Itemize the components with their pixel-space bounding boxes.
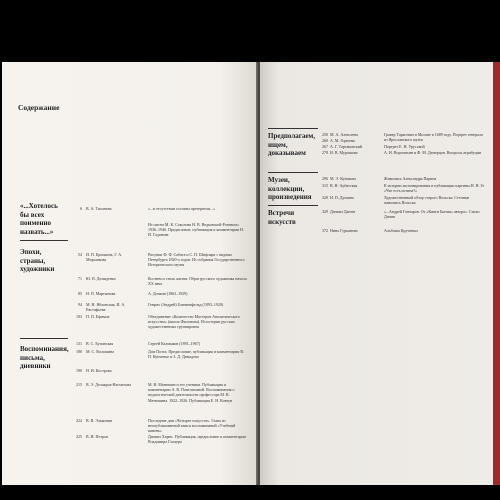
entry-author: В. А. Тиханова bbox=[86, 206, 112, 211]
entry-author: П. П. Ефимов bbox=[86, 314, 110, 319]
entry-title: Альбомы Крученых bbox=[384, 228, 419, 233]
entry-title: Из писем М. К. Соколова Н. В. Ведковской-Розенпоп. 1936–1946. Предисловие, публикация и комментарии Н. И. Гаданова bbox=[148, 222, 244, 238]
entry-title: Живопись Александра Парина bbox=[384, 176, 437, 181]
entry-title: К истории экспонирования и публикации картины Н. Н. Ге «Что есть истина?» bbox=[384, 183, 485, 194]
entry-page-number: 278 bbox=[322, 150, 328, 155]
entry-author: М. Н. Яблонская, И. А. Евстафьева bbox=[86, 302, 126, 313]
entry-author: Н. П. Душина bbox=[330, 195, 354, 200]
entry-page-number: 260 bbox=[322, 138, 328, 143]
entry-title: Даниил Хармс. Публикация, предисловие и комментарии Владимира Глоцера bbox=[148, 434, 246, 445]
entry-page-number: 85 bbox=[78, 291, 82, 296]
section-divider bbox=[268, 205, 318, 206]
entry-author: А. М. Горюнко bbox=[330, 138, 356, 143]
entry-author: Н. И. Кострова bbox=[86, 368, 112, 373]
entry-page-number: 320 bbox=[322, 195, 328, 200]
entry-page-number: 71 bbox=[78, 276, 82, 281]
entry-page-number: 94 bbox=[78, 302, 82, 307]
entry-title: «...в отсутствии составы претерпели...» bbox=[148, 206, 216, 211]
entry-page-number: 296 bbox=[322, 176, 328, 181]
entry-page-number: 225 bbox=[76, 434, 82, 439]
entry-title: Дом Поэта. Предисловие, публикация и комментарии В. П. Купченко и З. Д. Давыдова bbox=[148, 349, 245, 360]
open-book bbox=[0, 62, 500, 485]
entry-title: Костюм и стиль жизни. Образ русского художника начала XX века bbox=[148, 276, 247, 287]
entry-title: М. В. Матюшин и его ученики. Публикация и комментарии А. В. Повелихиной. Воспоминания о педагогической деятельности профессора М. В. Матюшина. 1922–1926. Публикация Е. Н. Ковтун bbox=[148, 382, 235, 403]
entry-page-number: 54 bbox=[78, 252, 82, 257]
entry-author: В. Н. Арбатская bbox=[330, 183, 358, 188]
entry-author: Даниил Данин bbox=[330, 209, 355, 214]
entry-author: М. А. Алексеева bbox=[330, 132, 358, 137]
section-heading: Встречи искусств bbox=[268, 209, 296, 226]
entry-page-number: 372 bbox=[322, 228, 328, 233]
entry-page-number: 190 bbox=[76, 368, 82, 373]
entry-author: Н. П. Мартынова bbox=[86, 291, 116, 296]
entry-author: Ю. В. Демиденко bbox=[86, 276, 116, 281]
section-heading: Музеи, коллекции, произведения bbox=[268, 176, 312, 201]
entry-page-number: 6 bbox=[80, 206, 82, 211]
entry-title: Последние дни «Четырех искусств». Глава из неопубликованной книги воспоминаний «Учебный камень» bbox=[148, 418, 236, 434]
entry-page-number: 267 bbox=[322, 144, 328, 149]
right-page bbox=[260, 62, 498, 485]
section-divider bbox=[268, 128, 318, 129]
entry-page-number: 250 bbox=[322, 132, 328, 137]
entry-author: Нина Гурьянова bbox=[330, 228, 358, 233]
entry-author: М. С. Волошина bbox=[86, 349, 114, 354]
entry-title: Генрих (Андрей) Блюменфельд (1893–1920) bbox=[148, 302, 224, 307]
section-heading: Воспоминания, письма, дневники bbox=[20, 345, 69, 370]
entry-page-number: 329 bbox=[322, 209, 328, 214]
entry-author: И. В. Мурашова bbox=[330, 150, 358, 155]
entry-title: А. Н. Воронихин и Ф. М. Демерцов. Вопросы атрибуции bbox=[384, 150, 482, 155]
section-heading: Эпохи, страны, художники bbox=[20, 248, 55, 273]
entry-title: Объединение «Количество Мастеров Аналитического искусства» (школа Филонова). Из истории русских художественных группировок bbox=[148, 314, 240, 330]
page-title: Содержание bbox=[18, 103, 60, 112]
entry-page-number: 224 bbox=[76, 418, 82, 423]
entry-title: А. Дочкин (1863–1929) bbox=[148, 291, 188, 296]
entry-page-number: 131 bbox=[76, 341, 82, 346]
entry-author: В. И. Петров bbox=[86, 434, 108, 439]
section-divider bbox=[268, 172, 318, 173]
book-cover-edge bbox=[493, 62, 500, 485]
entry-title: Сергей Калмыков (1891–1967) bbox=[148, 341, 200, 346]
entry-title: «...Андрей Гончаров. От «Книги Бытия» автора». Стихи Данин bbox=[384, 209, 480, 220]
entry-title: Рисунки Ф. Ф. Сабата и С. П. Шифляра с видами Петербурга 1820-х годов. Из собрания Государственного Исторического музея bbox=[148, 252, 245, 268]
entry-page-number: 180 bbox=[76, 349, 82, 354]
entry-title: Гравер Тарасевич в Москве в 1689 году. Портрет генерала из Ярославского музея bbox=[384, 132, 483, 143]
entry-author: В. Э. Делакроа-Насмелова bbox=[86, 382, 132, 387]
entry-author: А. Г. Тартаковский bbox=[330, 144, 362, 149]
entry-author: М. Э. Куликова bbox=[330, 176, 356, 181]
entry-title: Художественный обзор старого Вольска. Степные живопись Вольска bbox=[384, 195, 470, 206]
entry-author: В. С. Бучинская bbox=[86, 341, 114, 346]
left-page bbox=[2, 62, 258, 485]
entry-author: В. В. Эльконин bbox=[86, 418, 112, 423]
entry-author: И. П. Еропкина, Г. А. Мирошкова bbox=[86, 252, 123, 263]
section-heading: Предполагаем, ищем, доказываем bbox=[268, 132, 316, 157]
section-divider bbox=[20, 338, 68, 339]
entry-title: Портрет Е. Н. Урусовой bbox=[384, 144, 425, 149]
entry-page-number: 215 bbox=[76, 382, 82, 387]
section-heading: «...Хотелось бы всех поименно назвать...» bbox=[20, 202, 58, 236]
entry-page-number: 103 bbox=[76, 314, 82, 319]
entry-page-number: 315 bbox=[322, 183, 328, 188]
section-divider bbox=[20, 240, 68, 241]
